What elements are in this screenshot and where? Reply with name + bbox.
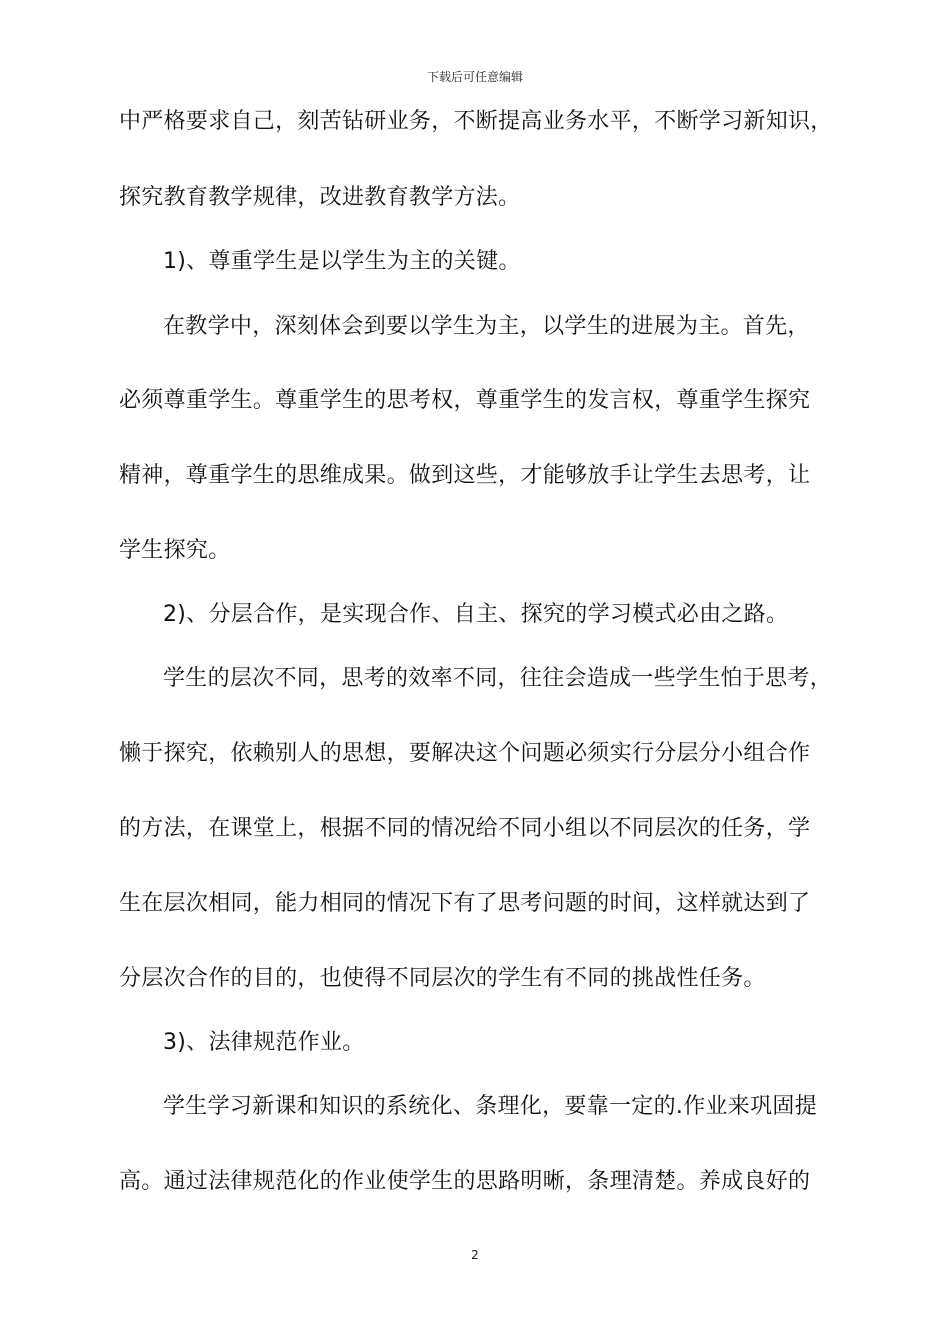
body-text-line: 高。通过法律规范化的作业使学生的思路明晰，条理清楚。养成良好的 [119,1169,811,1194]
body-text-line: 中严格要求自己，刻苦钻研业务，不断提高业务水平，不断学习新知识， [119,109,833,134]
body-text-line: 懒于探究，依赖别人的思想，要解决这个问题必须实行分层分小组合作 [119,741,811,766]
body-text-line: 分层次合作的目的，也使得不同层次的学生有不同的挑战性任务。 [119,966,766,991]
section-heading: 1)、尊重学生是以学生为主的关键。 [163,249,521,274]
body-text-line: 精神，尊重学生的思维成果。做到这些，才能够放手让学生去思考，让 [119,463,811,488]
body-text-line: 探究教育教学规律，改进教育教学方法。 [119,185,521,210]
body-text-line: 学生探究。 [119,538,231,563]
paragraph-first-line: 学生学习新课和知识的系统化、条理化，要靠一定的.作业来巩固提 [163,1094,817,1119]
body-text-line: 生在层次相同，能力相同的情况下有了思考问题的时间，这样就达到了 [119,891,811,916]
page-header: 下载后可任意编辑 [426,70,523,84]
section-heading: 2)、分层合作，是实现合作、自主、探究的学习模式必由之路。 [163,602,789,627]
section-heading: 3)、法律规范作业。 [163,1030,365,1055]
paragraph-first-line: 学生的层次不同，思考的效率不同，往往会造成一些学生怕于思考， [163,666,833,691]
body-text-line: 的方法，在课堂上，根据不同的情况给不同小组以不同层次的任务，学 [119,816,811,841]
page-number: 2 [471,1248,479,1262]
body-text-line: 必须尊重学生。尊重学生的思考权，尊重学生的发言权，尊重学生探究 [119,388,811,413]
paragraph-first-line: 在教学中，深刻体会到要以学生为主，以学生的进展为主。首先， [163,314,810,339]
